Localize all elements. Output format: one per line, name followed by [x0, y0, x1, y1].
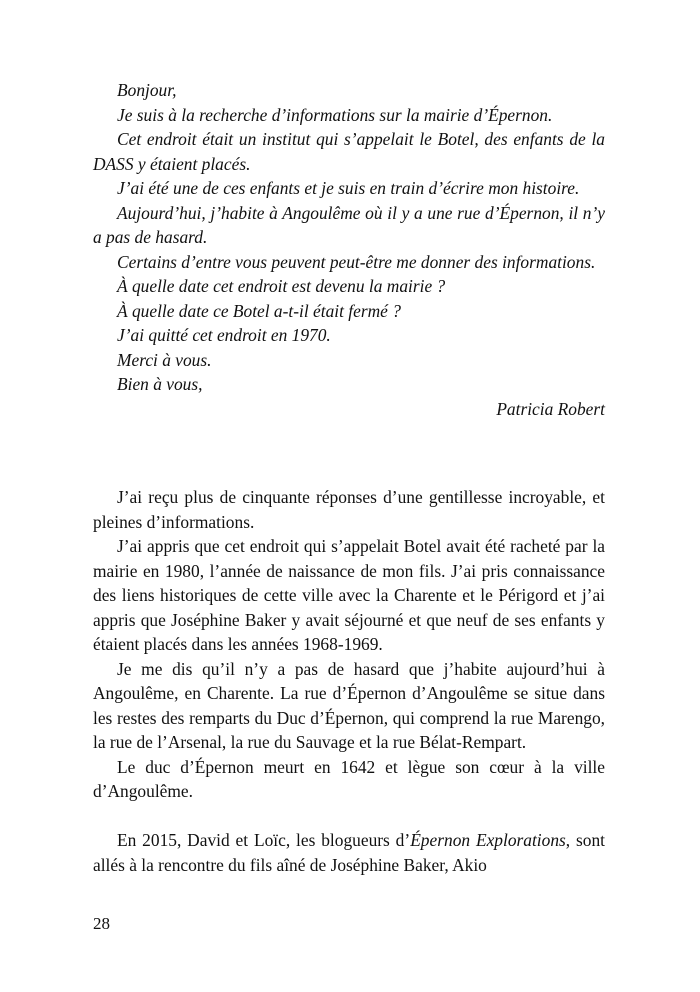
body-paragraph: Je me dis qu’il n’y a pas de hasard que j’habite aujourd’hui à Angoulême, en Charente. La rue d’Épernon d’Angoulême se situe dans les restes des remparts du Duc d’Épernon, qui comprend la rue Marengo, la rue de l’Arsenal, la rue du Sauvage et la rue Bélat-Rempart. — [93, 658, 605, 752]
body-paragraph-last — [93, 828, 605, 877]
letter-line: Bonjour, — [117, 80, 177, 100]
letter-line: Certains d’entre vous peuvent peut-être me donner des informations. — [117, 251, 596, 272]
letter-line: Aujourd’hui, j’habite à Angoulême où il y a une rue d’Épernon, il n’y a pas de hasard. — [93, 202, 605, 247]
letter-signature: Patricia Robert — [496, 398, 605, 419]
letter-line: Merci à vous. — [117, 349, 212, 370]
body-paragraph: Le duc d’Épernon meurt en 1642 et lègue son cœur à la ville d’Angoulême. — [93, 756, 605, 801]
body-paragraph: J’ai reçu plus de cinquante réponses d’une gentillesse incroyable, et pleines d’informations. — [93, 487, 605, 532]
body-text — [93, 485, 605, 877]
page-number: 28 — [93, 914, 110, 933]
letter-line: Cet endroit était un institut qui s’appelait le Botel, des enfants de la DASS y étaient placés. — [93, 129, 605, 174]
paragraph-text: , sont allés à la rencontre du fils aîné de Joséphine Baker, Akio — [93, 830, 606, 875]
letter-line: Je suis à la recherche d’informations sur la mairie d’Épernon. — [117, 104, 553, 125]
blog-title: Épernon Explorations — [410, 830, 566, 850]
letter-line: À quelle date cet endroit est devenu la mairie ? — [117, 276, 446, 296]
body-paragraph: J’ai appris que cet endroit qui s’appelait Botel avait été racheté par la mairie en 1980, l’année de naissance de mon fils. J’ai pris connaissance des liens historiques de cette ville avec la Charente et le Périgord et j’ai appris que Joséphine Baker y avait séjourné et que neuf de ses enfants y étaient placés dans les années 1968-1969. — [93, 536, 605, 654]
quoted-letter — [93, 78, 605, 421]
letter-line: À quelle date ce Botel a-t-il était fermé ? — [117, 300, 401, 321]
letter-line: J’ai quitté cet endroit en 1970. — [117, 325, 331, 345]
letter-line: Bien à vous, — [117, 374, 203, 394]
paragraph-spacer — [93, 804, 605, 829]
letter-line: J’ai été une de ces enfants et je suis en train d’écrire mon histoire. — [117, 178, 580, 198]
paragraph-text: En 2015, David et Loïc, les blogueurs d’ — [117, 830, 411, 850]
